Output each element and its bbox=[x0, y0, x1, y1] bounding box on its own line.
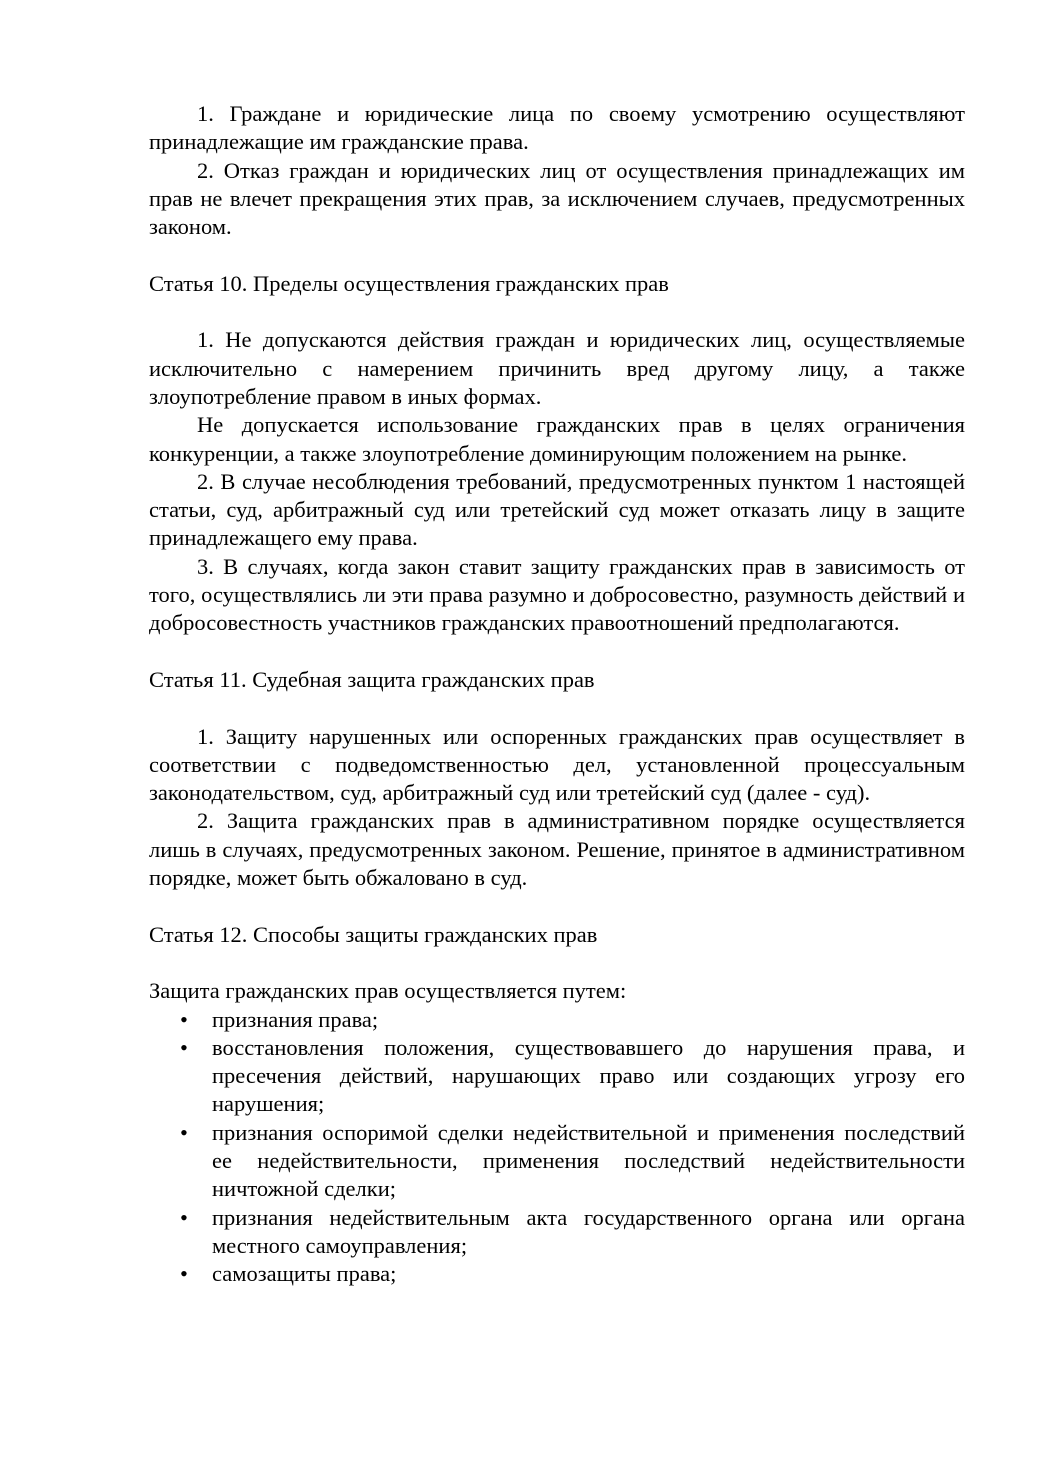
list-item bbox=[180, 1119, 965, 1204]
bullet-icon: • bbox=[180, 1204, 188, 1230]
article11-paragraph-1: 1. Защиту нарушенных или оспоренных гражданских прав осуществляет в соответствии с подведомственностью дел, установленной процессуальным законодательством, суд, арбитражный суд или третейский суд (далее - суд). bbox=[149, 723, 965, 806]
article10-paragraph-2: Не допускается использование гражданских прав в целях ограничения конкуренции, а также злоупотребление доминирующим положением на рынке. bbox=[149, 412, 965, 466]
document-page bbox=[149, 100, 965, 1288]
bullet-icon: • bbox=[180, 1119, 188, 1145]
article12-list bbox=[149, 1006, 965, 1289]
list-item-text: признания права; bbox=[212, 1006, 379, 1032]
list-item bbox=[180, 1006, 965, 1034]
list-item-text: самозащиты права; bbox=[212, 1261, 397, 1287]
article12-intro: Защита гражданских прав осуществляется путем: bbox=[149, 978, 627, 1004]
list-item-text: признания недействительным акта государственного органа или органа местного самоуправления; bbox=[212, 1204, 965, 1258]
article10-paragraph-3: 2. В случае несоблюдения требований, предусмотренных пунктом 1 настоящей статьи, суд, арбитражный суд или третейский суд может отказать лицу в защите принадлежащего ему права. bbox=[149, 468, 965, 551]
article9-paragraph-2: 2. Отказ граждан и юридических лиц от осуществления принадлежащих им прав не влечет прекращения этих прав, за исключением случаев, предусмотренных законом. bbox=[149, 157, 965, 240]
article12-heading: Статья 12. Способы защиты гражданских прав bbox=[149, 921, 598, 947]
list-item bbox=[180, 1260, 965, 1288]
article10-heading: Статья 10. Пределы осуществления гражданских прав bbox=[149, 270, 669, 296]
list-item bbox=[180, 1034, 965, 1119]
bullet-icon: • bbox=[180, 1261, 188, 1287]
bullet-icon: • bbox=[180, 1006, 188, 1032]
list-item-text: восстановления положения, существовавшего до нарушения права, и пресечения действий, нарушающих право или создающих угрозу его нарушения; bbox=[212, 1034, 965, 1117]
list-item bbox=[180, 1204, 965, 1261]
article10-paragraph-1: 1. Не допускаются действия граждан и юридических лиц, осуществляемые исключительно с намерением причинить вред другому лицу, а также злоупотребление правом в иных формах. bbox=[149, 327, 965, 409]
article11-paragraph-2: 2. Защита гражданских прав в административном порядке осуществляется лишь в случаях, предусмотренных законом. Решение, принятое в административном порядке, может быть обжаловано в суд. bbox=[149, 808, 965, 891]
bullet-icon: • bbox=[180, 1034, 188, 1060]
article10-paragraph-4: 3. В случаях, когда закон ставит защиту гражданских прав в зависимость от того, осуществлялись ли эти права разумно и добросовестно, разумность действий и добросовестность участников гражданских правоотношений предполагаются. bbox=[149, 553, 965, 636]
article11-heading: Статья 11. Судебная защита гражданских прав bbox=[149, 666, 595, 692]
list-item-text: признания оспоримой сделки недействительной и применения последствий ее недействительности, применения последствий недействительности ничтожной сделки; bbox=[212, 1119, 965, 1202]
article9-paragraph-1: 1. Граждане и юридические лица по своему усмотрению осуществляют принадлежащие им гражданские права. bbox=[149, 101, 965, 155]
